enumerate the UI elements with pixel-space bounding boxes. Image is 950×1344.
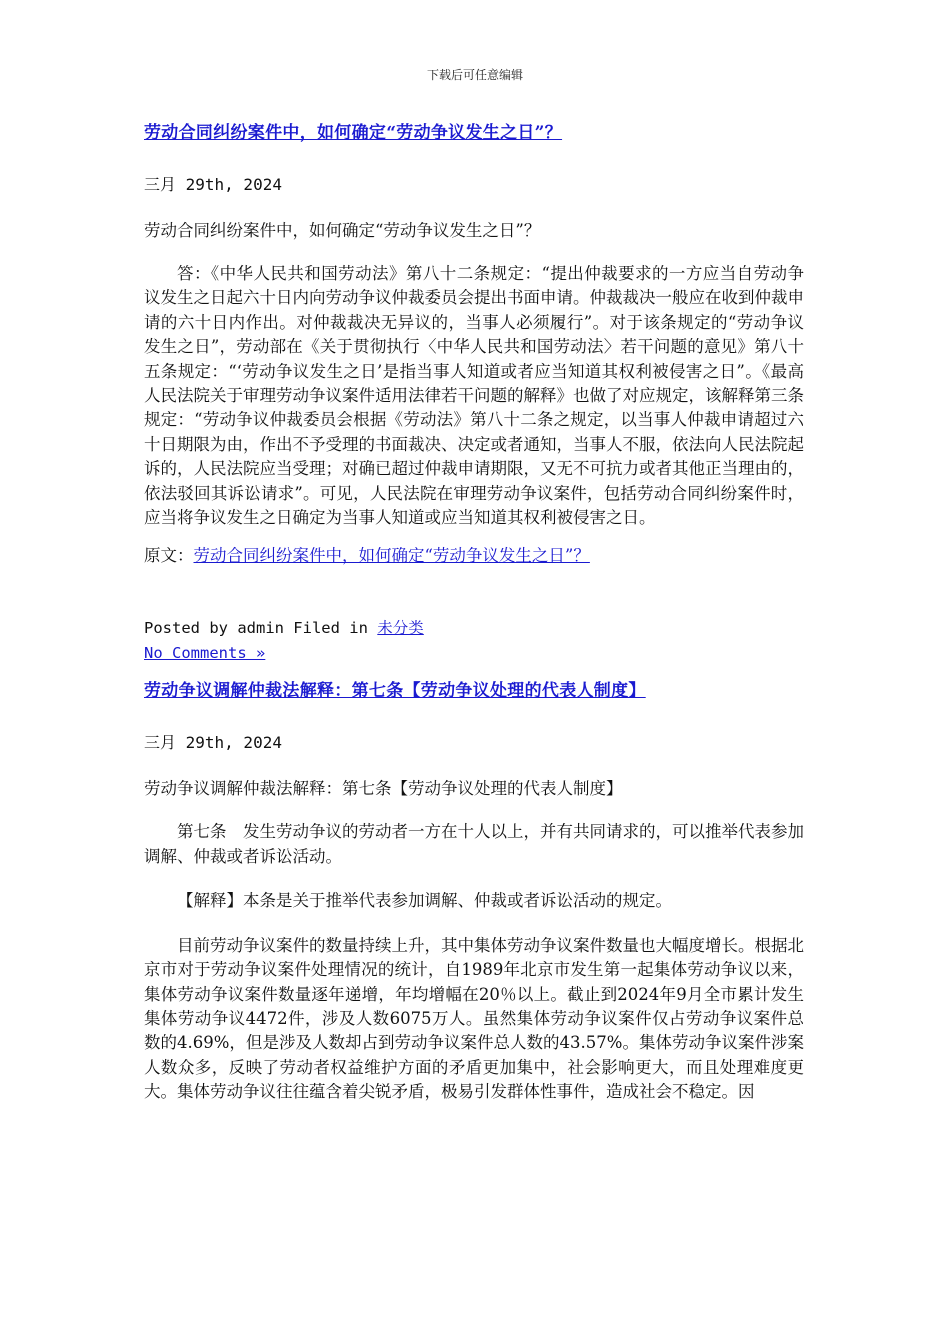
source-line: [144, 544, 804, 568]
source-link[interactable]: 劳动合同纠纷案件中，如何确定“劳动争议发生之日”？: [193, 546, 590, 566]
post-title-link[interactable]: 劳动争议调解仲裁法解释：第七条【劳动争议处理的代表人制度】: [144, 681, 646, 702]
content-area: [144, 122, 804, 1105]
header-note: 下载后可任意编辑: [426, 68, 523, 82]
post-paragraph: 第七条 发生劳动争议的劳动者一方在十人以上，并有共同请求的，可以推举代表参加调解、仲裁或者诉讼活动。: [144, 822, 804, 866]
post-1: [144, 122, 804, 666]
post-meta: [144, 616, 804, 666]
post-paragraph: 答：《中华人民共和国劳动法》第八十二条规定：“提出仲裁要求的一方应当自劳动争议发生之日起六十日内向劳动争议仲裁委员会提出书面申请。仲裁裁决一般应在收到仲裁申请的六十日内作出。对仲裁裁决无异议的，当事人必须履行”。对于该条规定的“劳动争议发生之日”，劳动部在《关于贯彻执行〈中华人民共和国劳动法〉若干问题的意见》第八十五条规定：“‘劳动争议发生之日’是指当事人知道或者应当知道其权利被侵害之日”。《最高人民法院关于审理劳动争议案件适用法律若干问题的解释》也做了对应规定，该解释第三条规定：“劳动争议仲裁委员会根据《劳动法》第八十二条之规定，以当事人仲裁申请超过六十日期限为由，作出不予受理的书面裁决、决定或者通知，当事人不服，依法向人民法院起诉的，人民法院应当受理；对确已超过仲裁申请期限，又无不可抗力或者其他正当理由的，依法驳回其诉讼请求”。可见，人民法院在审理劳动争议案件，包括劳动合同纠纷案件时，应当将争议发生之日确定为当事人知道或应当知道其权利被侵害之日。: [144, 264, 804, 528]
posted-by-text: Posted by admin Filed in: [144, 619, 378, 638]
post-date: 三月 29th, 2024: [144, 175, 282, 194]
post-paragraph: 目前劳动争议案件的数量持续上升，其中集体劳动争议案件数量也大幅度增长。根据北京市对于劳动争议案件处理情况的统计，自1989年北京市发生第一起集体劳动争议以来，集体劳动争议案件数量逐年递增，年均增幅在20％以上。截止到2024年9月全市累计发生集体劳动争议4472件，涉及人数6075万人。虽然集体劳动争议案件仅占劳动争议案件总数的4.69%，但是涉及人数却占到劳动争议案件总人数的43.57%。集体劳动争议案件涉案人数众多，反映了劳动者权益维护方面的矛盾更加集中，社会影响更大，而且处理难度更大。集体劳动争议往往蕴含着尖锐矛盾，极易引发群体性事件，造成社会不稳定。因: [144, 935, 804, 1102]
post-title-link[interactable]: 劳动合同纠纷案件中，如何确定“劳动争议发生之日”？: [144, 123, 563, 143]
post-subtitle: 劳动争议调解仲裁法解释：第七条【劳动争议处理的代表人制度】: [144, 779, 623, 799]
post-subtitle: 劳动合同纠纷案件中，如何确定“劳动争议发生之日”？: [144, 221, 541, 240]
category-link[interactable]: 未分类: [377, 619, 424, 638]
source-label: 原文：: [144, 546, 194, 566]
post-date: 三月 29th, 2024: [144, 733, 282, 753]
comments-link[interactable]: No Comments »: [144, 644, 266, 663]
post-2: [144, 680, 804, 1104]
post-paragraph: 【解释】本条是关于推举代表参加调解、仲裁或者诉讼活动的规定。: [177, 891, 672, 911]
